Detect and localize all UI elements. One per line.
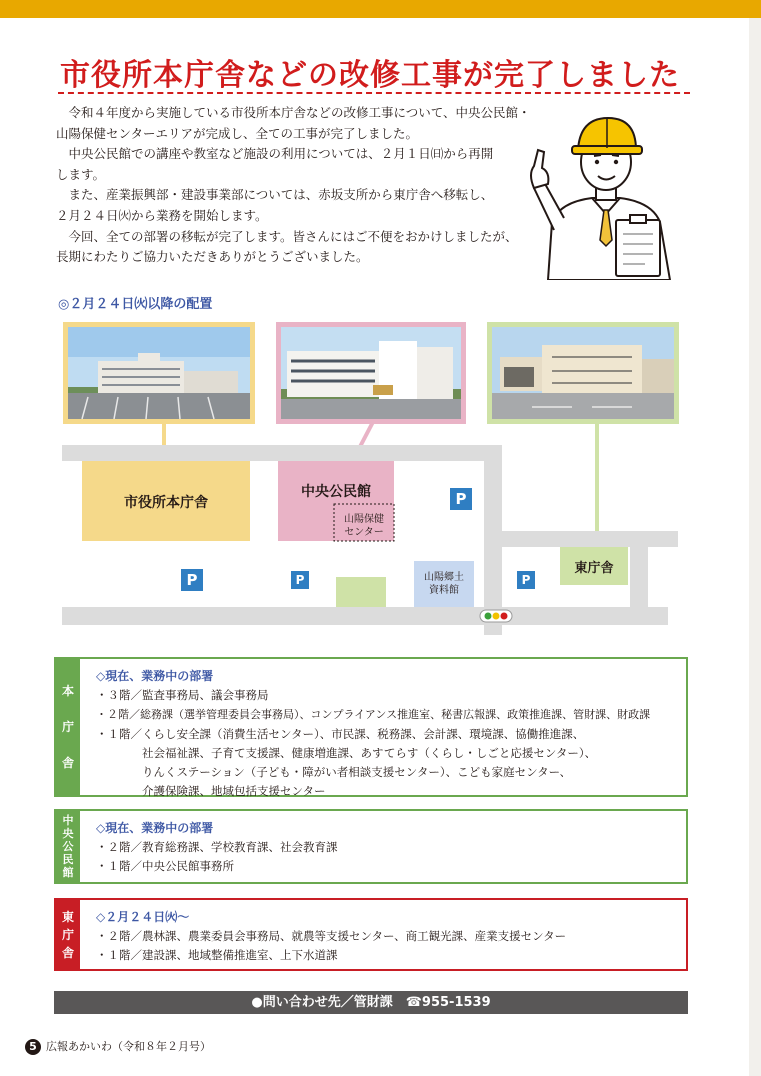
side-char: 東 bbox=[61, 909, 74, 924]
side-char: 本 bbox=[61, 684, 74, 698]
intro-line: 令和４年度から実施している市役所本庁舎などの改修工事について、中央公民館・ bbox=[68, 105, 531, 120]
intro-text bbox=[56, 103, 536, 268]
department-line: ・３階／監査事務局、議会事務局 bbox=[96, 688, 269, 703]
higashi-heading: ◇２月２４日㈫～ bbox=[96, 910, 190, 924]
side-char: 中 bbox=[62, 814, 74, 827]
page-title: 市役所本庁舎などの改修工事が完了しました bbox=[60, 58, 680, 93]
worker-illustration bbox=[520, 110, 685, 280]
top-accent-bar bbox=[0, 0, 761, 18]
map-kyodo-museum-label bbox=[414, 571, 474, 597]
kominkan-photo bbox=[276, 322, 466, 424]
intro-line: ２月２４日㈫から業務を開始します。 bbox=[56, 207, 268, 223]
intro-line: 中央公民館での講座や教室など施設の利用については、２月１日㈰から再開 bbox=[68, 146, 494, 162]
higashi-side-label bbox=[56, 900, 80, 969]
side-char: 舎 bbox=[61, 945, 74, 960]
map-kominkan-label: 中央公民館 bbox=[301, 484, 371, 500]
side-char: 庁 bbox=[61, 720, 74, 734]
parking-icon: P bbox=[450, 488, 472, 510]
intro-line: 長期にわたりご協力いただきありがとうございました。 bbox=[56, 249, 369, 265]
higashi-content bbox=[96, 908, 680, 966]
title-underline bbox=[58, 92, 690, 94]
side-char: 庁 bbox=[61, 927, 74, 942]
side-char: 公 bbox=[62, 840, 74, 853]
intro-line: また、産業振興部・建設事業部については、赤坂支所から東庁舎へ移転し、 bbox=[68, 187, 494, 203]
map-hoken-center-line: 山陽保健 bbox=[344, 514, 384, 525]
map-higashi-chosha-label: 東庁舎 bbox=[574, 561, 614, 576]
kominkan-content bbox=[96, 819, 680, 877]
department-line: ・１階／くらし安全課（消費生活センター）、市民課、税務課、会計課、環境課、協働推進課、 bbox=[96, 726, 585, 741]
parking-icon: P bbox=[291, 571, 309, 589]
page-number: 5 bbox=[25, 1039, 41, 1055]
honchosha-content bbox=[96, 667, 680, 801]
map-hoken-center-line: センター bbox=[344, 527, 384, 538]
intro-line: します。 bbox=[56, 166, 106, 182]
map-kyodo-museum-line: 資料館 bbox=[429, 585, 459, 596]
side-char: 舎 bbox=[61, 756, 74, 770]
parking-icon: P bbox=[517, 571, 535, 589]
honchosha-departments-box bbox=[54, 657, 688, 797]
department-line: ・２階／総務課（選挙管理委員会事務局）、コンプライアンス推進室、秘書広報課、政策推進課、管財課、財政課 bbox=[96, 708, 651, 722]
map-honchosha-label: 市役所本庁舎 bbox=[124, 495, 208, 511]
department-line: ・２階／農林課、農業委員会事務局、就農等支援センター、商工観光課、産業支援センター bbox=[96, 929, 567, 944]
higashi-departments-box bbox=[54, 898, 688, 971]
publication-footer: 広報あかいわ（令和８年２月号） bbox=[46, 1040, 211, 1053]
department-line-cont: 介護保険課、地域包括支援センター bbox=[142, 784, 326, 799]
side-char: 民 bbox=[62, 853, 74, 866]
honchosha-heading: ◇現在、業務中の部署 bbox=[96, 669, 214, 683]
facility-map bbox=[60, 420, 690, 635]
honchosha-side-label bbox=[56, 659, 80, 795]
side-char: 央 bbox=[62, 827, 74, 840]
department-line-cont: りんくステーション（子ども・障がい者相談支援センター）、こども家庭センター、 bbox=[142, 765, 572, 780]
parking-icon: P bbox=[181, 569, 203, 591]
department-line-cont: 社会福祉課、子育て支援課、健康増進課、あすてらす（くらし・しごと応援センター）、 bbox=[142, 745, 597, 760]
layout-section-label: ◎２月２４日㈫以降の配置 bbox=[58, 297, 213, 312]
department-line: ・２階／教育総務課、学校教育課、社会教育課 bbox=[96, 840, 338, 855]
contact-bar: ●問い合わせ先／管財課 ☎955-1539 bbox=[54, 991, 688, 1014]
kominkan-departments-box bbox=[54, 809, 688, 884]
department-line: ・１階／中央公民館事務所 bbox=[96, 859, 234, 874]
intro-line: 山陽保健センターエリアが完成し、全ての工事が完了しました。 bbox=[56, 125, 419, 141]
intro-line: 今回、全ての部署の移転が完了します。皆さんにはご不便をおかけしましたが、 bbox=[68, 228, 518, 244]
department-line: ・１階／建設課、地域整備推進室、上下水道課 bbox=[96, 948, 338, 963]
side-char: 館 bbox=[62, 866, 74, 879]
page-edge-strip bbox=[749, 18, 761, 1076]
map-kyodo-museum-line: 山陽郷土 bbox=[424, 572, 464, 583]
higashi-chosha-photo bbox=[487, 322, 679, 424]
honchosha-photo bbox=[63, 322, 255, 424]
map-hoken-center-label bbox=[334, 513, 394, 539]
kominkan-side-label bbox=[56, 811, 80, 882]
kominkan-heading: ◇現在、業務中の部署 bbox=[96, 821, 214, 835]
